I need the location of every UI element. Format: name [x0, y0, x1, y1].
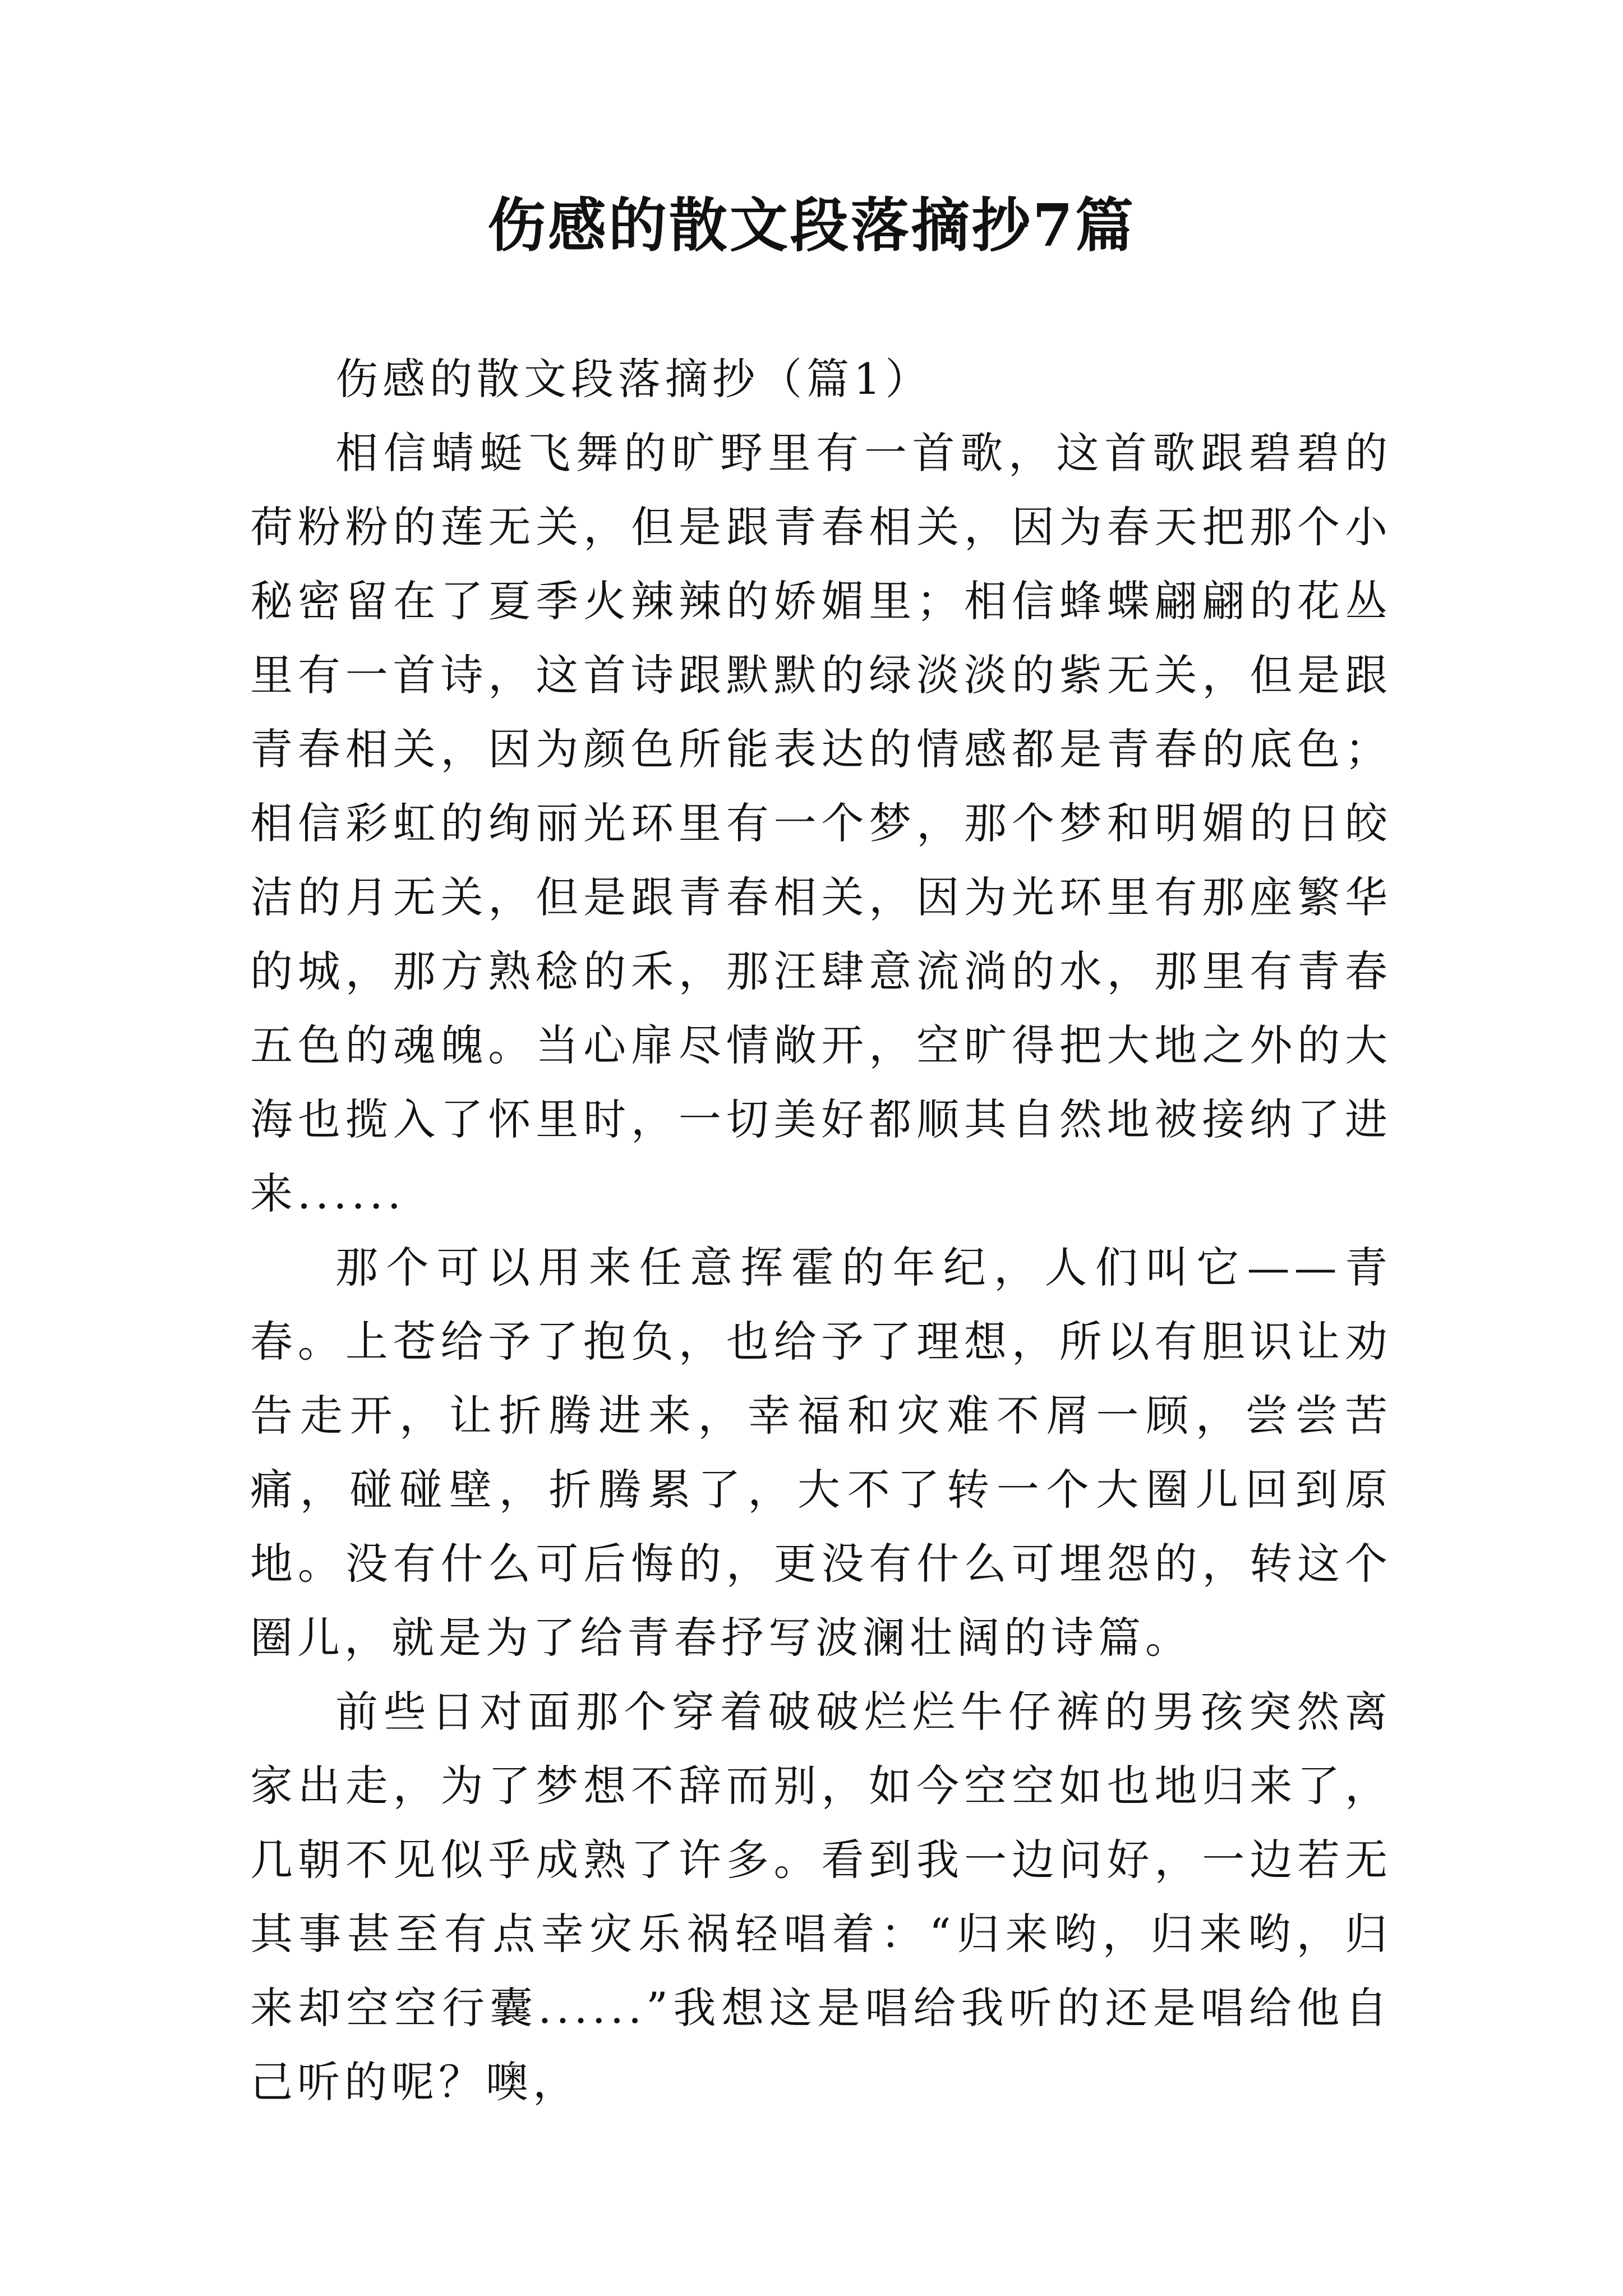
paragraph-1: 相信蜻蜓飞舞的旷野里有一首歌，这首歌跟碧碧的荷粉粉的莲无关，但是跟青春相关，因为春天把那个小秘密留在了夏季火辣辣的娇媚里；相信蜂蝶翩翩的花丛里有一首诗，这首诗跟默默的绿淡淡的紫无关，但是跟青春相关，因为颜色所能表达的情感都是青春的底色；相信彩虹的绚丽光环里有一个梦，那个梦和明媚的日皎洁的月无关，但是跟青春相关，因为光环里有那座繁华的城，那方熟稔的禾，那汪肆意流淌的水，那里有青春五色的魂魄。当心扉尽情敞开，空旷得把大地之外的大海也揽入了怀里时，一切美好都顺其自然地被接纳了进来......: [250, 428, 1392, 1218]
document-body: [250, 342, 1392, 2119]
document-title: 伤感的散文段落摘抄7篇: [487, 191, 1136, 260]
section-heading: 伤感的散文段落摘抄（篇1）: [335, 354, 933, 404]
paragraph-3: 前些日对面那个穿着破破烂烂牛仔裤的男孩突然离家出走，为了梦想不辞而别，如今空空如也地归来了，几朝不见似乎成熟了许多。看到我一边问好，一边若无其事甚至有点幸灾乐祸轻唱着：“归来哟，归来哟，归来却空空行囊......”我想这是唱给我听的还是唱给他自己听的呢？噢，: [250, 1687, 1392, 2107]
paragraph-2: 那个可以用来任意挥霍的年纪，人们叫它——青春。上苍给予了抱负，也给予了理想，所以有胆识让劝告走开，让折腾进来，幸福和灾难不屑一顾，尝尝苦痛，碰碰壁，折腾累了，大不了转一个大圈儿回到原地。没有什么可后悔的，更没有什么可埋怨的，转这个圈儿，就是为了给青春抒写波澜壮阔的诗篇。: [250, 1243, 1392, 1663]
